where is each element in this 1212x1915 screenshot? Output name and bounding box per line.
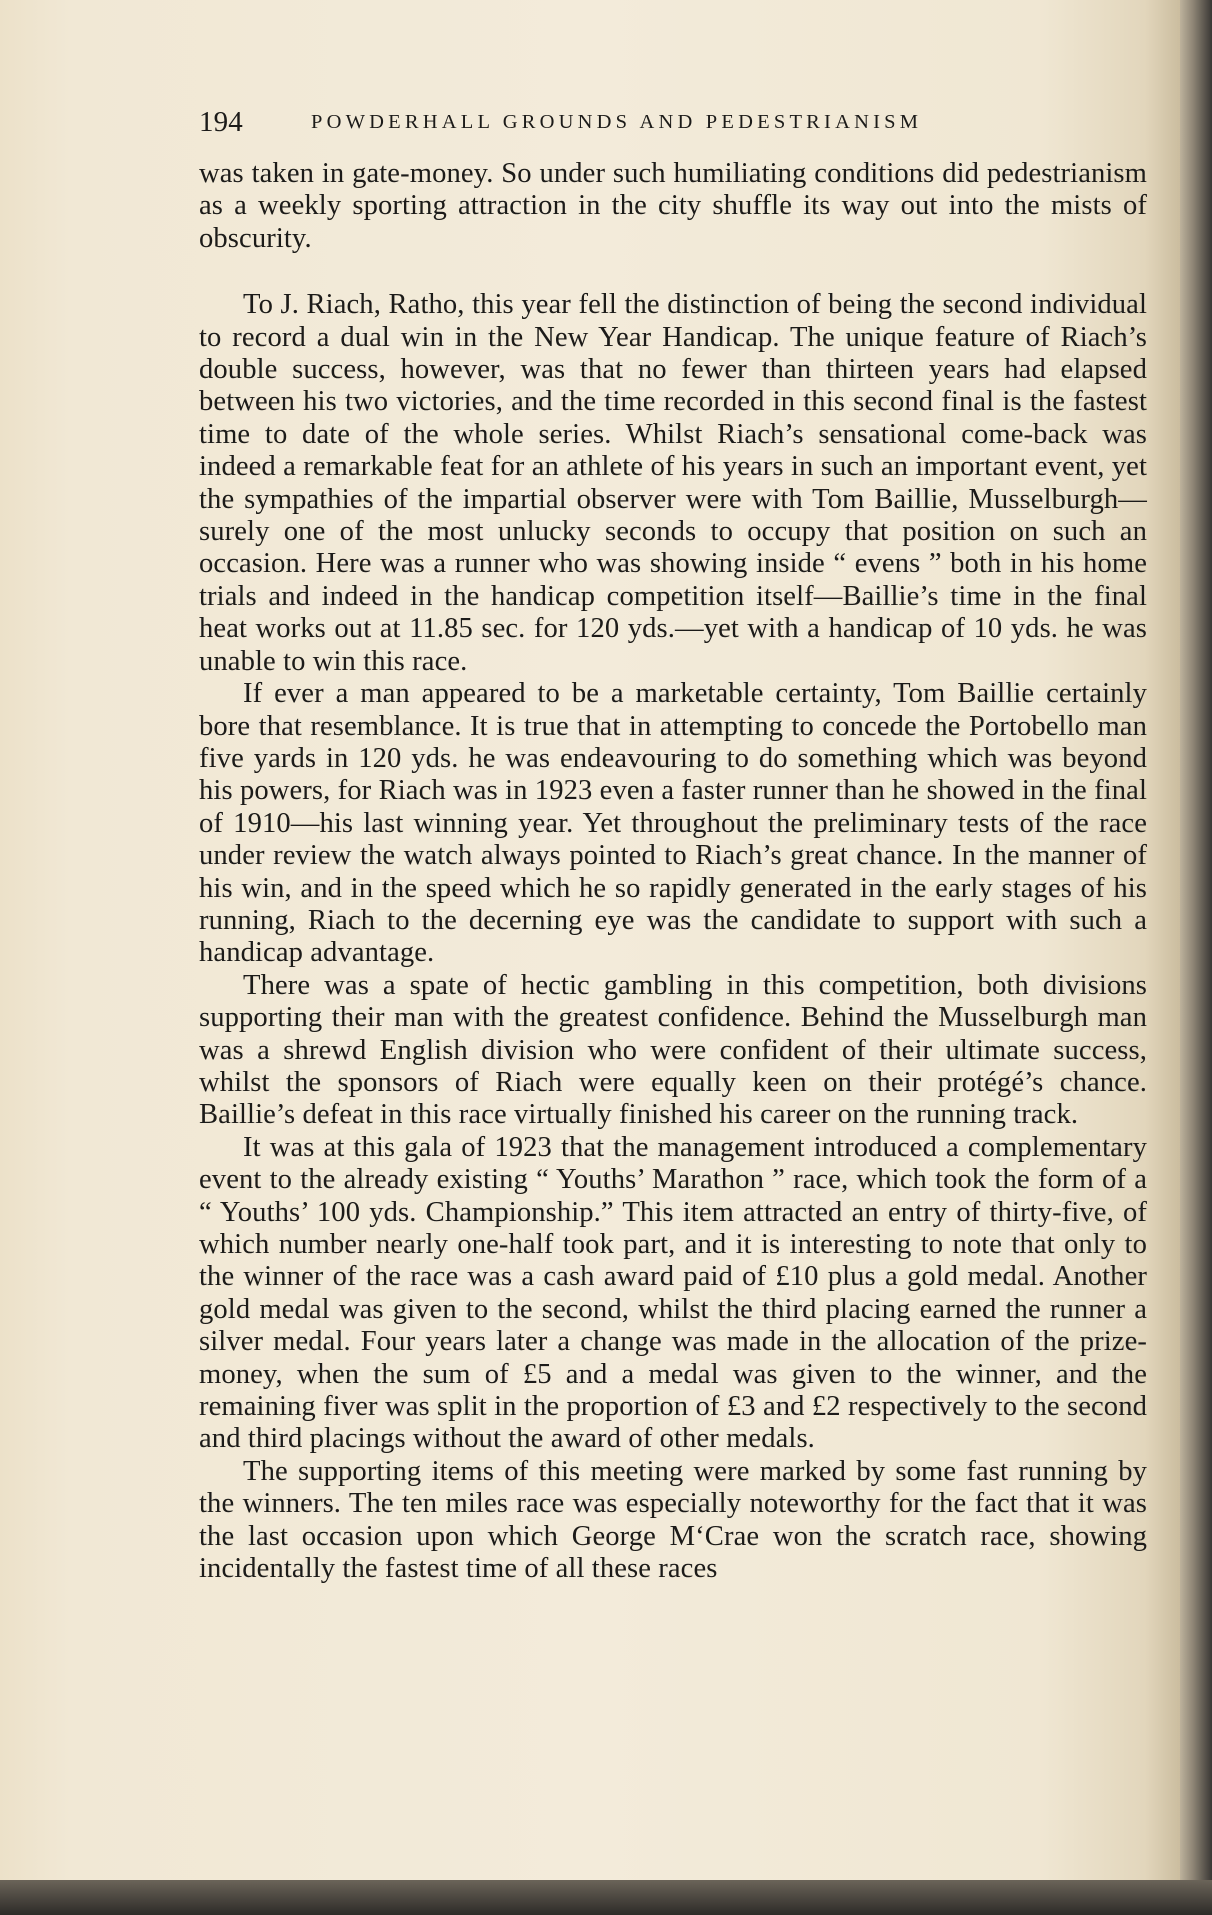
page-edge-shadow: [1180, 0, 1212, 1915]
page-content: [199, 98, 1147, 1585]
paragraph-1: was taken in gate-money. So under such humiliating conditions did pedestrianism as a weekly sporting attraction in the city shuffle its way out into the mists of obscurity.: [199, 158, 1147, 254]
running-title: POWDERHALL GROUNDS AND PEDESTRIANISM: [311, 111, 923, 133]
page-bottom-shadow: [0, 1880, 1212, 1915]
paragraph-6: The supporting items of this meeting were marked by some fast running by the winners. The ten miles race was especially noteworthy for the fact that it was the last occasion upon which George M‘Crae won the scratch race, showing incidentally the fastest time of all these races: [199, 1455, 1147, 1585]
paragraph-4: There was a spate of hectic gambling in this competition, both divisions supporting their man with the greatest confidence. Behind the Musselburgh man was a shrewd English division who were confident of their ultimate success, whilst the sponsors of Riach were equally keen on their protégé’s chance. Baillie’s defeat in this race virtually finished his career on the running track.: [199, 969, 1147, 1131]
paragraph-5: It was at this gala of 1923 that the management introduced a complementary event to the already existing “ Youths’ Marathon ” race, which took the form of a “ Youths’ 100 yds. Championship.” This item attracted an entry of thirty-five, of which number nearly one-half took part, and it is interesting to note that only to the winner of the race was a cash award paid of £10 plus a gold medal. Another gold medal was given to the second, whilst the third placing earned the runner a silver medal. Four years later a change was made in the allocation of the prize-money, when the sum of £5 and a medal was given to the winner, and the remaining fiver was split in the proportion of £3 and £2 respectively to the second and third placings without the award of other medals.: [199, 1131, 1147, 1455]
page-number: 194: [199, 106, 243, 138]
paragraph-3: If ever a man appeared to be a marketable certainty, Tom Baillie certainly bore that resemblance. It is true that in attempting to concede the Portobello man five yards in 120 yds. he was endeavouring to do something which was beyond his powers, for Riach was in 1923 even a faster runner than he showed in the final of 1910—his last winning year. Yet throughout the preliminary tests of the race under review the watch always pointed to Riach’s great chance. In the manner of his win, and in the speed which he so rapidly generated in the early stages of his running, Riach to the decerning eye was the candidate to support with such a handicap advantage.: [199, 678, 1147, 969]
paragraph-2: To J. Riach, Ratho, this year fell the distinction of being the second individual to record a dual win in the New Year Handicap. The unique feature of Riach’s double success, however, was that no fewer than thirteen years had elapsed between his two victories, and the time recorded in this second final is the fastest time to date of the whole series. Whilst Riach’s sensational come-back was indeed a remarkable feat for an athlete of his years in such an important event, yet the sympathies of the impartial observer were with Tom Baillie, Musselburgh—surely one of the most unlucky seconds to occupy that position on such an occasion. Here was a runner who was showing inside “ evens ” both in his home trials and indeed in the handicap competition itself—Baillie’s time in the final heat works out at 11.85 sec. for 120 yds.—yet with a handicap of 10 yds. he was unable to win this race.: [199, 289, 1147, 677]
running-head: [199, 98, 1147, 158]
